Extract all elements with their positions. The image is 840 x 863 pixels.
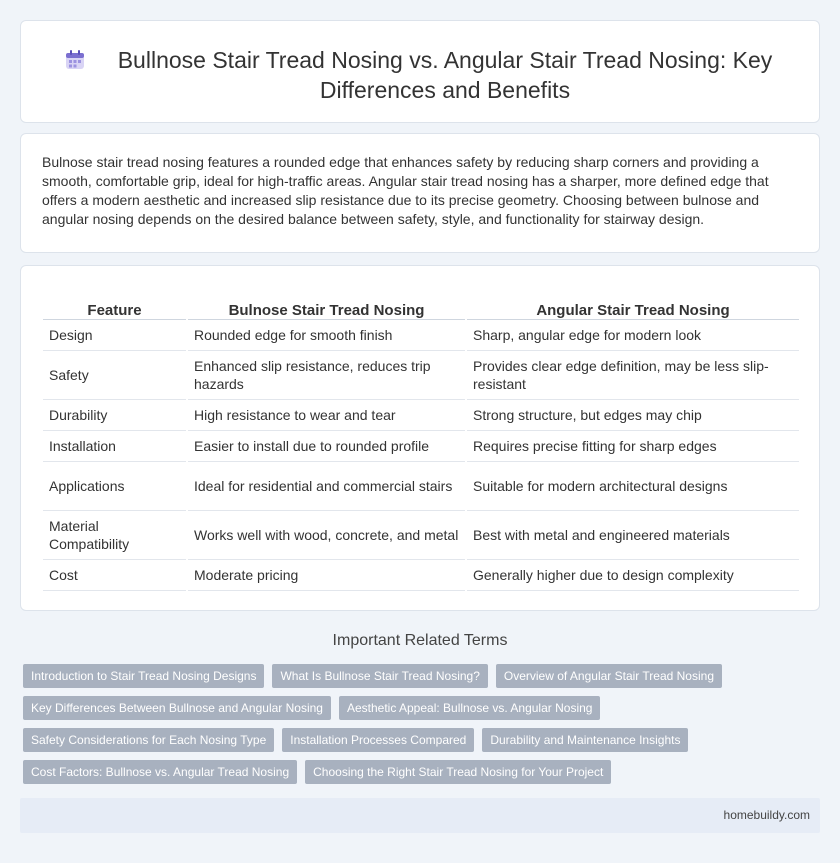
cell-angular: Requires precise fitting for sharp edges (466, 430, 799, 461)
footer (20, 798, 820, 833)
related-terms-heading: Important Related Terms (332, 632, 508, 649)
cell-angular: Suitable for modern architectural designs (466, 461, 799, 510)
title-card (20, 20, 820, 123)
cell-feature: Safety (43, 350, 187, 399)
cell-angular: Best with metal and engineered materials (466, 510, 799, 559)
cell-angular: Provides clear edge definition, may be less slip-resistant (466, 350, 799, 399)
related-tag[interactable]: Aesthetic Appeal: Bullnose vs. Angular Nosing (339, 696, 600, 720)
related-tag[interactable]: Durability and Maintenance Insights (482, 728, 688, 752)
cell-bulnose: Rounded edge for smooth finish (187, 319, 466, 350)
intro-card (20, 133, 820, 253)
cell-angular: Sharp, angular edge for modern look (466, 319, 799, 350)
cell-feature: Design (43, 319, 187, 350)
cell-bulnose: Ideal for residential and commercial stairs (187, 461, 466, 510)
table-row (43, 399, 799, 430)
related-tag[interactable]: Introduction to Stair Tread Nosing Designs (23, 664, 264, 688)
table-row (43, 319, 799, 350)
related-tags-row (23, 760, 611, 784)
related-tag[interactable]: Choosing the Right Stair Tread Nosing for Your Project (305, 760, 611, 784)
cell-feature: Durability (43, 399, 187, 430)
page-title: Bullnose Stair Tread Nosing vs. Angular Stair Tread Nosing: Key Differences and Benefits (117, 47, 773, 103)
cell-bulnose: Easier to install due to rounded profile (187, 430, 466, 461)
cell-angular: Generally higher due to design complexity (466, 559, 799, 590)
related-tag[interactable]: Overview of Angular Stair Tread Nosing (496, 664, 722, 688)
cell-bulnose: Enhanced slip resistance, reduces trip hazards (187, 350, 466, 399)
header-angular: Angular Stair Tread Nosing (466, 295, 799, 319)
cell-bulnose: Works well with wood, concrete, and metal (187, 510, 466, 559)
header-bulnose: Bulnose Stair Tread Nosing (187, 295, 466, 319)
related-tag[interactable]: Installation Processes Compared (282, 728, 474, 752)
table-row (43, 350, 799, 399)
comparison-card (20, 265, 820, 611)
cell-angular: Strong structure, but edges may chip (466, 399, 799, 430)
related-tag[interactable]: Key Differences Between Bullnose and Angular Nosing (23, 696, 331, 720)
table-row (43, 430, 799, 461)
related-tags-row (23, 728, 688, 752)
comparison-table (43, 295, 799, 591)
cell-feature: Applications (43, 461, 187, 510)
table-row (43, 461, 799, 510)
cell-feature: Material Compatibility (43, 510, 187, 559)
related-tag[interactable]: Cost Factors: Bullnose vs. Angular Tread Nosing (23, 760, 297, 784)
related-tags-row (23, 664, 722, 688)
table-row (43, 510, 799, 559)
cell-feature: Installation (43, 430, 187, 461)
cell-feature: Cost (43, 559, 187, 590)
related-tags-row (23, 696, 600, 720)
table-header-row (43, 295, 799, 319)
cell-bulnose: Moderate pricing (187, 559, 466, 590)
header-feature: Feature (43, 295, 187, 319)
cell-bulnose: High resistance to wear and tear (187, 399, 466, 430)
calendar-icon (64, 49, 86, 71)
intro-paragraph: Bulnose stair tread nosing features a rounded edge that enhances safety by reducing sharp corners and providing a smooth, comfortable grip, ideal for high-traffic areas. Angular stair tread nosing has a sharper, more defined edge that offers a modern aesthetic and increased slip resistance due to its precise geometry. Choosing between bulnose and angular nosing depends on the desired balance between safety, style, and functionality for stairway design. (42, 154, 769, 227)
table-row (43, 559, 799, 590)
footer-site-name: homebuildy.com (723, 808, 810, 822)
related-tag[interactable]: What Is Bullnose Stair Tread Nosing? (272, 664, 487, 688)
related-tag[interactable]: Safety Considerations for Each Nosing Type (23, 728, 274, 752)
